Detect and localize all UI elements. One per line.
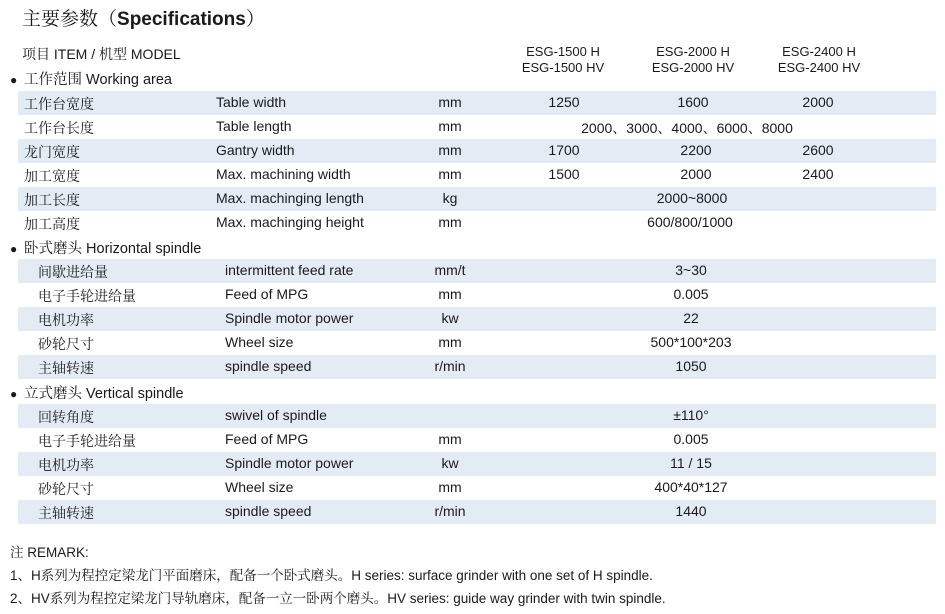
- title-cn: 主要参数（: [22, 9, 118, 30]
- row-en: Feed of MPG: [225, 431, 309, 447]
- row-value-span: 22: [683, 310, 699, 326]
- row-en: Wheel size: [225, 334, 294, 350]
- title-close: ）: [245, 9, 265, 30]
- table-row: [18, 211, 936, 235]
- row-en: Max. machinging length: [216, 190, 364, 206]
- row-value-2: 2000: [680, 166, 712, 182]
- row-cn: 工作台长度: [24, 120, 94, 136]
- table-row: [18, 139, 936, 163]
- row-cn: 加工长度: [24, 192, 80, 208]
- row-cn: 加工高度: [24, 216, 80, 232]
- row-unit: kg: [442, 190, 458, 206]
- row-en: Max. machining width: [216, 166, 351, 182]
- table-row: [18, 476, 936, 500]
- bullet-icon: ●: [10, 387, 18, 401]
- row-value-span: 0.005: [673, 431, 709, 447]
- row-value-3: 2400: [802, 166, 834, 182]
- model-1-line1: ESG-1500 H: [526, 44, 600, 59]
- section-label: 立式磨头 Vertical spindle: [24, 386, 184, 402]
- model-header-2: [628, 44, 758, 76]
- page-title: [22, 4, 265, 31]
- row-cn: 间歇进给量: [38, 264, 108, 280]
- row-en: swivel of spindle: [225, 407, 327, 423]
- row-value-3: 2600: [802, 142, 834, 158]
- row-cn: 电机功率: [38, 457, 94, 473]
- row-value-1: 1250: [548, 94, 580, 110]
- row-cn: 龙门宽度: [24, 144, 80, 160]
- table-row: [18, 428, 936, 452]
- row-cn: 加工宽度: [24, 168, 80, 184]
- row-value-1: 1500: [548, 166, 580, 182]
- item-model-header: 项目 ITEM / 机型 MODEL: [22, 46, 181, 62]
- row-cn: 电子手轮进给量: [38, 433, 136, 449]
- row-unit: r/min: [434, 503, 466, 519]
- row-en: Spindle motor power: [225, 310, 354, 326]
- row-value-2: 1600: [677, 94, 709, 110]
- row-en: Table width: [216, 94, 287, 110]
- row-value-span: 400*40*127: [654, 479, 728, 495]
- table-row: [18, 259, 936, 283]
- row-value-span: 3~30: [675, 262, 707, 278]
- table-row: [18, 500, 936, 524]
- bullet-icon: ●: [10, 73, 18, 87]
- section-working-area: [10, 68, 172, 89]
- table-row: [18, 331, 936, 355]
- row-unit: mm: [438, 142, 462, 158]
- table-row: [18, 91, 936, 115]
- row-value-span: 2000~8000: [656, 190, 728, 206]
- row-value-span: ±110°: [673, 407, 709, 423]
- title-en: Specifications: [117, 9, 246, 30]
- row-unit: mm: [438, 431, 462, 447]
- row-unit: mm: [438, 334, 462, 350]
- table-row: [18, 283, 936, 307]
- table-row: [18, 452, 936, 476]
- row-value-span: 0.005: [673, 286, 709, 302]
- table-row: [18, 307, 936, 331]
- section-vertical-spindle: [10, 382, 184, 403]
- row-value-span: 2000、3000、4000、6000、8000: [581, 120, 793, 136]
- row-unit: r/min: [434, 358, 466, 374]
- row-value-3: 2000: [802, 94, 834, 110]
- row-cn: 回转角度: [38, 409, 94, 425]
- remark-line-2: 2、HV系列为程控定梁龙门导轨磨床，配备一立一卧两个磨头。HV series: guide way grinder with twin spindle.: [10, 591, 666, 606]
- row-en: Feed of MPG: [225, 286, 309, 302]
- bullet-icon: ●: [10, 242, 18, 256]
- section-label: 工作范围 Working area: [24, 72, 172, 88]
- row-value-span: 600/800/1000: [647, 214, 733, 230]
- model-2-line1: ESG-2000 H: [656, 44, 730, 59]
- remark-label: 注 REMARK:: [10, 545, 89, 560]
- row-en: intermittent feed rate: [225, 262, 354, 278]
- row-value-span: 500*100*203: [650, 334, 732, 350]
- row-cn: 工作台宽度: [24, 96, 94, 112]
- row-en: spindle speed: [225, 358, 312, 374]
- row-unit: mm: [438, 286, 462, 302]
- row-unit: mm: [438, 166, 462, 182]
- model-1-line2: ESG-1500 HV: [521, 60, 605, 75]
- table-row: [18, 115, 936, 139]
- model-3-line2: ESG-2400 HV: [777, 60, 861, 75]
- row-value-span: 11 / 15: [670, 455, 712, 471]
- remark-line-1: 1、H系列为程控定梁龙门平面磨床，配备一个卧式磨头。H series: surface grinder with one set of H spindle.: [10, 568, 653, 583]
- table-row: [18, 355, 936, 379]
- model-2-line2: ESG-2000 HV: [651, 60, 735, 75]
- row-unit: mm/t: [434, 262, 466, 278]
- row-value-2: 2200: [680, 142, 712, 158]
- row-en: Wheel size: [225, 479, 294, 495]
- row-en: Max. machinging height: [216, 214, 364, 230]
- row-value-span: 1440: [675, 503, 707, 519]
- row-cn: 电子手轮进给量: [38, 288, 136, 304]
- row-cn: 电机功率: [38, 312, 94, 328]
- row-unit: mm: [438, 479, 462, 495]
- row-unit: mm: [438, 94, 462, 110]
- section-label: 卧式磨头 Horizontal spindle: [24, 241, 202, 257]
- row-unit: kw: [441, 310, 459, 326]
- table-row: [18, 404, 936, 428]
- row-en: Gantry width: [216, 142, 295, 158]
- model-3-line1: ESG-2400 H: [782, 44, 856, 59]
- row-unit: kw: [441, 455, 459, 471]
- row-en: Spindle motor power: [225, 455, 354, 471]
- model-header-1: [498, 44, 628, 76]
- model-header-3: [754, 44, 884, 76]
- row-cn: 砂轮尺寸: [38, 481, 94, 497]
- section-horizontal-spindle: [10, 237, 201, 258]
- row-en: Table length: [216, 118, 292, 134]
- table-row: [18, 187, 936, 211]
- row-en: spindle speed: [225, 503, 312, 519]
- row-value-span: 1050: [675, 358, 707, 374]
- row-cn: 主轴转速: [38, 505, 94, 521]
- row-cn: 主轴转速: [38, 360, 94, 376]
- row-value-1: 1700: [548, 142, 580, 158]
- row-unit: mm: [438, 214, 462, 230]
- row-unit: mm: [438, 118, 462, 134]
- table-row: [18, 163, 936, 187]
- row-cn: 砂轮尺寸: [38, 336, 94, 352]
